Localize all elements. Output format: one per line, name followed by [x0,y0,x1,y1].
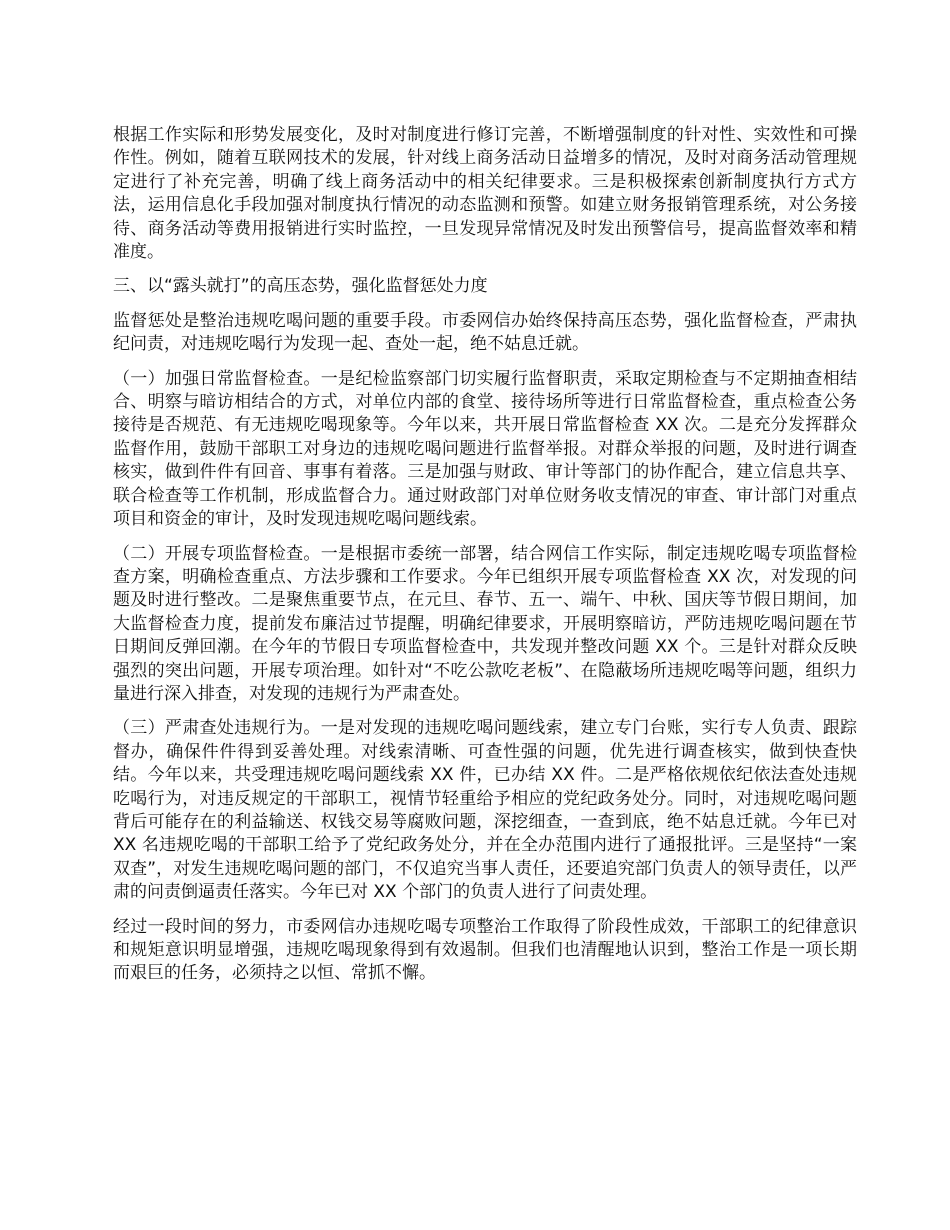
body-paragraph-6: 经过一段时间的努力，市委网信办违规吃喝专项整治工作取得了阶段性成效，干部职工的纪律意识和规矩意识明显增强，违规吃喝现象得到有效遏制。但我们也清醒地认识到，整治工作是一项长期而艰巨的任务，必须持之以恒、常抓不懈。 [113,916,857,984]
document-page [113,124,857,997]
body-paragraph-2: 监督惩处是整治违规吃喝问题的重要手段。市委网信办始终保持高压态势，强化监督检查，严肃执纪问责，对违规吃喝行为发现一起、查处一起，绝不姑息迁就。 [113,310,857,355]
body-paragraph-5: （三）严肃查处违规行为。一是对发现的违规吃喝问题线索，建立专门台账，实行专人负责、跟踪督办，确保件件得到妥善处理。对线索清晰、可查性强的问题，优先进行调查核实，做到快查快结。今年以来，共受理违规吃喝问题线索 XX 件，已办结 XX 件。二是严格依规依纪依法查处违规吃喝行为，对违反规定的干部职工，视情节轻重给予相应的党纪政务处分。同时，对违规吃喝问题背后可能存在的利益输送、权钱交易等腐败问题，深挖细查，一查到底，绝不姑息迁就。今年已对 XX 名违规吃喝的干部职工给予了党纪政务处分，并在全办范围内进行了通报批评。三是坚持“一案双查”，对发生违规吃喝问题的部门，不仅追究当事人责任，还要追究部门负责人的领导责任，以严肃的问责倒逼责任落实。今年已对 XX 个部门的负责人进行了问责处理。 [113,718,857,903]
body-paragraph-3: （一）加强日常监督检查。一是纪检监察部门切实履行监督职责，采取定期检查与不定期抽查相结合、明察与暗访相结合的方式，对单位内部的食堂、接待场所等进行日常监督检查，重点检查公务接待是否规范、有无违规吃喝现象等。今年以来，共开展日常监督检查 XX 次。二是充分发挥群众监督作用，鼓励干部职工对身边的违规吃喝问题进行监督举报。对群众举报的问题，及时进行调查核实，做到件件有回音、事事有着落。三是加强与财政、审计等部门的协作配合，建立信息共享、联合检查等工作机制，形成监督合力。通过财政部门对单位财务收支情况的审查、审计部门对重点项目和资金的审计，及时发现违规吃喝问题线索。 [113,368,857,530]
section-heading-3: 三、以“露头就打”的高压态势，强化监督惩处力度 [113,276,488,297]
body-paragraph-4: （二）开展专项监督检查。一是根据市委统一部署，结合网信工作实际，制定违规吃喝专项监督检查方案，明确检查重点、方法步骤和工作要求。今年已组织开展专项监督检查 XX 次，对发现的问题及时进行整改。二是聚焦重要节点，在元旦、春节、五一、端午、中秋、国庆等节假日期间，加大监督检查力度，提前发布廉洁过节提醒，明确纪律要求，开展明察暗访，严防违规吃喝问题在节日期间反弹回潮。在今年的节假日专项监督检查中，共发现并整改问题 XX 个。三是针对群众反映强烈的突出问题，开展专项治理。如针对“不吃公款吃老板”、在隐蔽场所违规吃喝等问题，组织力量进行深入排查，对发现的违规行为严肃查处。 [113,543,857,704]
body-paragraph-1: 根据工作实际和形势发展变化，及时对制度进行修订完善，不断增强制度的针对性、实效性和可操作性。例如，随着互联网技术的发展，针对线上商务活动日益增多的情况，及时对商务活动管理规定进行了补充完善，明确了线上商务活动中的相关纪律要求。三是积极探索创新制度执行方式方法，运用信息化手段加强对制度执行情况的动态监测和预警。如建立财务报销管理系统，对公务接待、商务活动等费用报销进行实时监控，一旦发现异常情况及时发出预警信号，提高监督效率和精准度。 [113,125,857,263]
